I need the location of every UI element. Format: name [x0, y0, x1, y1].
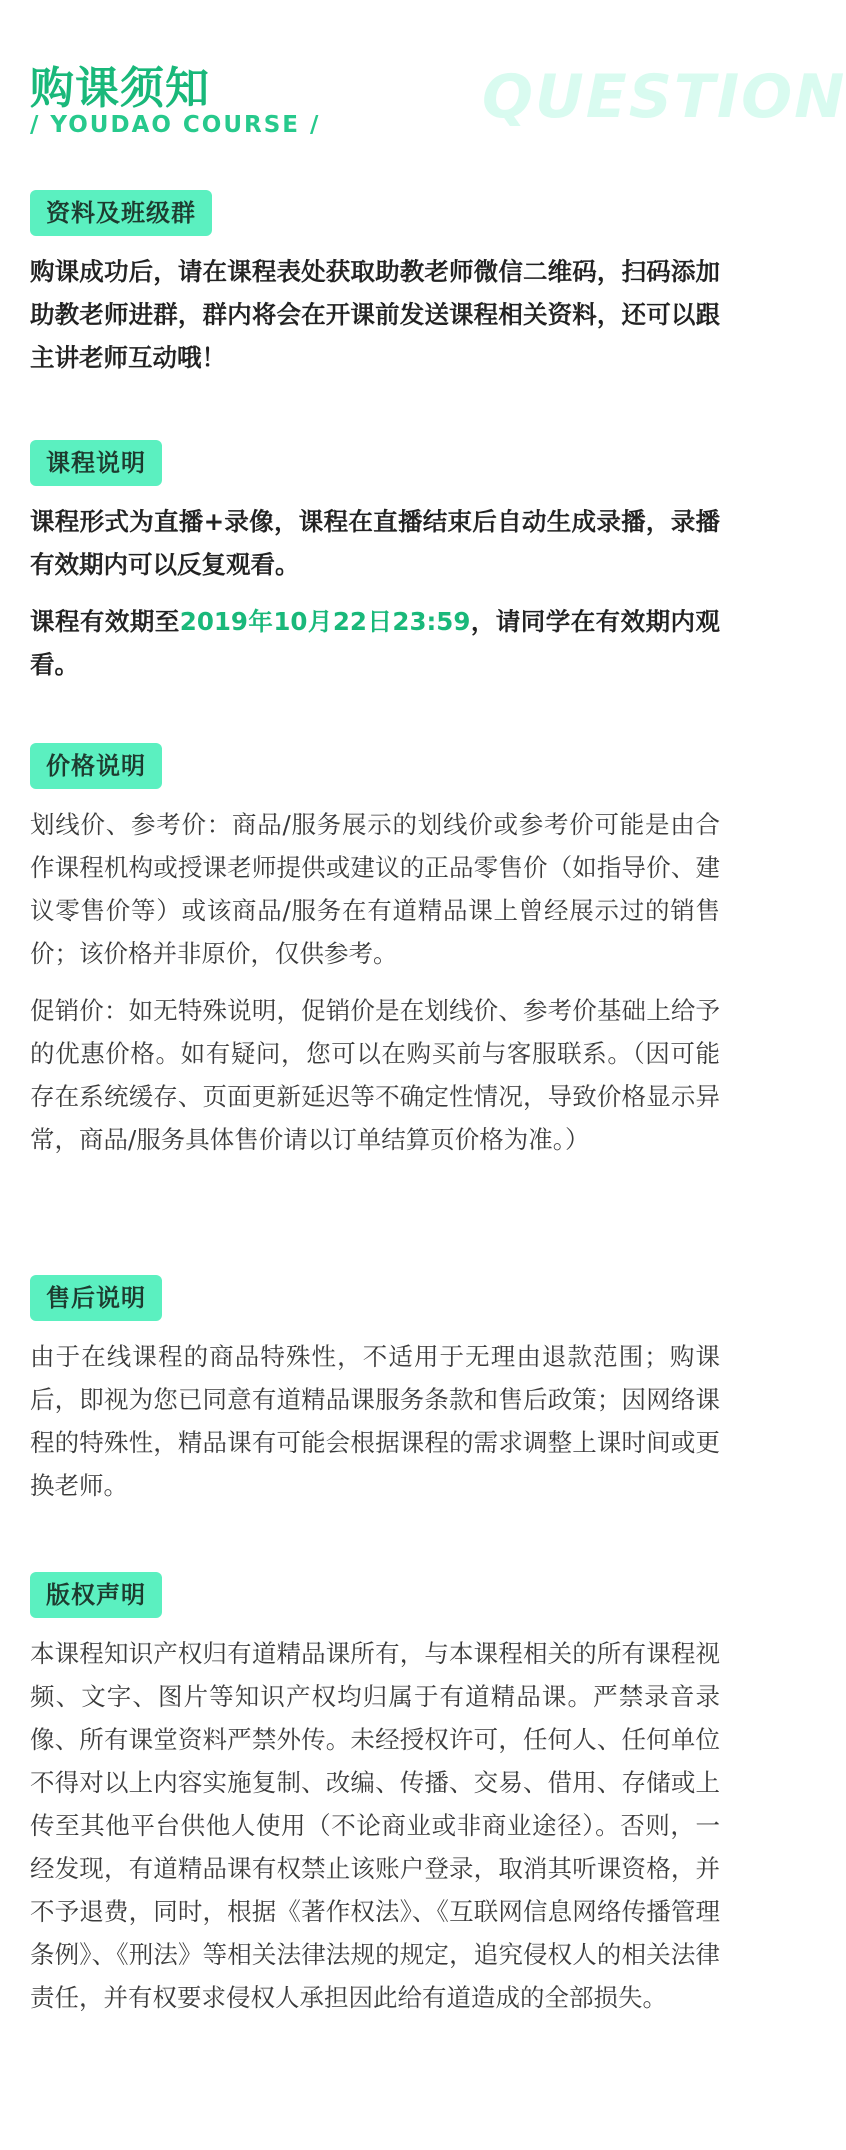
- validity-paragraph: [30, 600, 720, 686]
- page-title: 购课须知: [30, 63, 210, 114]
- section-tag: 资料及班级群: [30, 190, 212, 236]
- section-after-sales: [30, 1275, 720, 1507]
- page-header: [0, 0, 846, 170]
- section-paragraph: 本课程知识产权归有道精品课所有，与本课程相关的所有课程视频、文字、图片等知识产权均归属于有道精品课。严禁录音录像、所有课堂资料严禁外传。未经授权许可，任何人、任何单位不得对以上内容实施复制、改编、传播、交易、借用、存储或上传至其他平台供他人使用（不论商业或非商业途径）。否则，一经发现，有道精品课有权禁止该账户登录，取消其听课资格，并不予退费，同时，根据《著作权法》、《互联网信息网络传播管理条例》、《刑法》等相关法律法规的规定，追究侵权人的相关法律责任，并有权要求侵权人承担因此给有道造成的全部损失。: [30, 1639, 720, 2012]
- section-materials: [30, 190, 720, 379]
- header-watermark: QUESTION: [482, 62, 846, 132]
- validity-suffix: ，请同学在有效期内观看。: [30, 607, 720, 679]
- section-paragraph: 划线价、参考价：商品/服务展示的划线价或参考价可能是由合作课程机构或授课老师提供或建议的正品零售价（如指导价、建议零售价等）或该商品/服务在有道精品课上曾经展示过的销售价；该价格并非原价，仅供参考。: [30, 810, 720, 968]
- section-copyright: [30, 1572, 720, 2019]
- page-subtitle: / YOUDAO COURSE /: [30, 112, 321, 138]
- section-paragraph: 购课成功后，请在课程表处获取助教老师微信二维码，扫码添加助教老师进群，群内将会在开课前发送课程相关资料，还可以跟主讲老师互动哦！: [30, 257, 720, 372]
- section-tag: 课程说明: [30, 440, 162, 486]
- section-tag: 版权声明: [30, 1572, 162, 1618]
- validity-prefix: 课程有效期至: [30, 607, 180, 636]
- section-tag: 价格说明: [30, 743, 162, 789]
- section-paragraph: 促销价：如无特殊说明，促销价是在划线价、参考价基础上给予的优惠价格。如有疑问，您可以在购买前与客服联系。（因可能存在系统缓存、页面更新延迟等不确定性情况，导致价格显示异常，商品/服务具体售价请以订单结算页价格为准。）: [30, 996, 720, 1154]
- section-price: [30, 743, 720, 1161]
- section-paragraph: 由于在线课程的商品特殊性，不适用于无理由退款范围；购课后，即视为您已同意有道精品课服务条款和售后政策；因网络课程的特殊性，精品课有可能会根据课程的需求调整上课时间或更换老师。: [30, 1342, 720, 1500]
- section-tag: 售后说明: [30, 1275, 162, 1321]
- section-paragraph: 课程形式为直播+录像，课程在直播结束后自动生成录播，录播有效期内可以反复观看。: [30, 507, 720, 579]
- section-course-info: [30, 440, 720, 686]
- validity-date: 2019年10月22日23:59: [179, 607, 471, 636]
